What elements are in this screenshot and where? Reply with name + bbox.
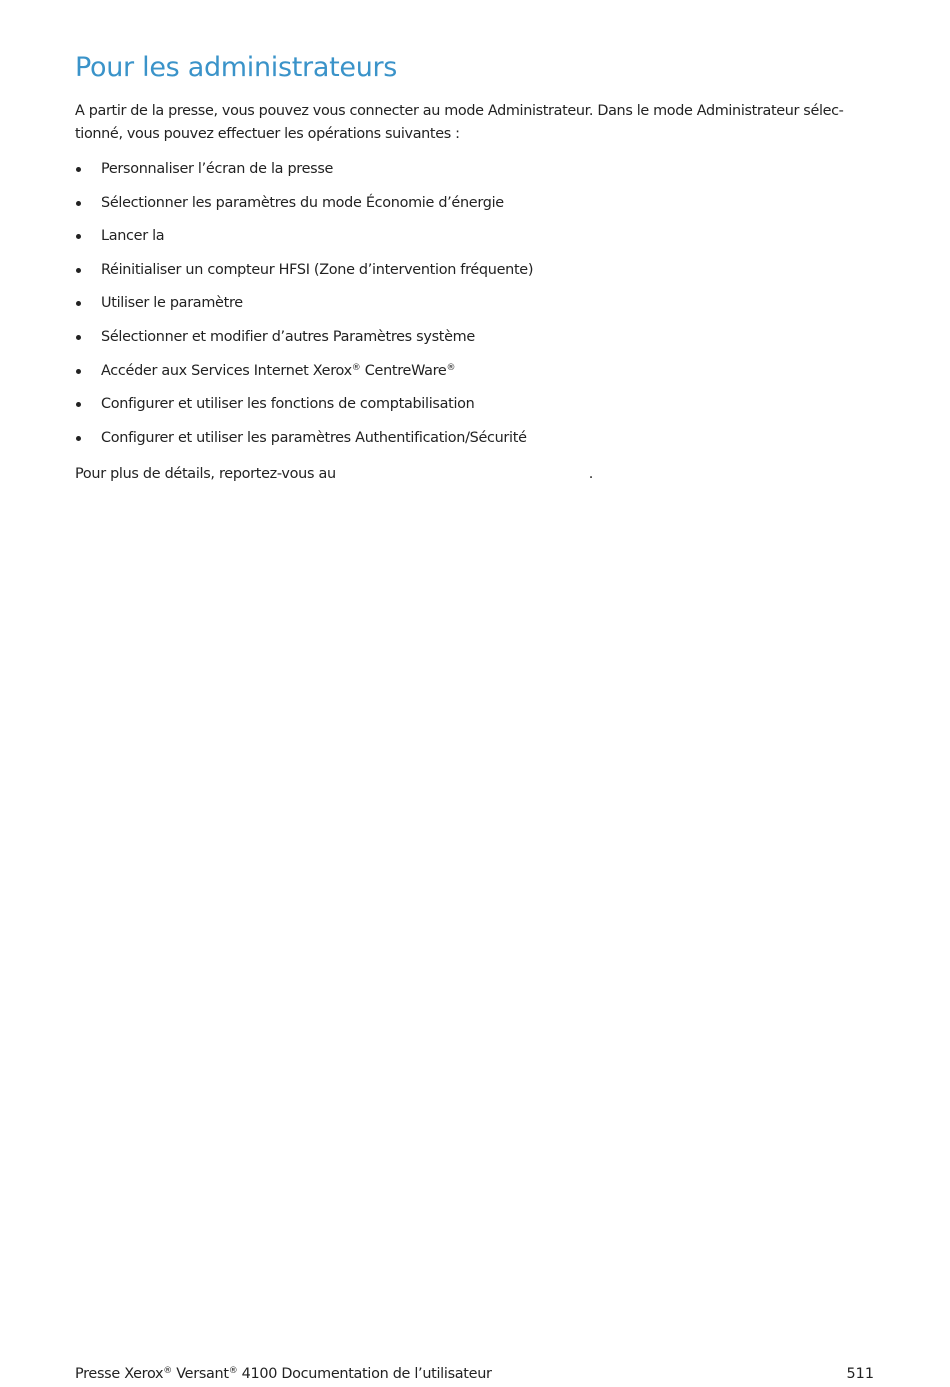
- page-title: Pour les administrateurs: [75, 52, 398, 83]
- registered-mark: ®: [228, 1366, 238, 1376]
- list-item-centreware: [75, 359, 533, 393]
- list-item-text: Configurer et utiliser les fonctions de comptabilisation: [101, 396, 475, 413]
- details-prefix: Pour plus de détails, reportez-vous au: [75, 466, 336, 482]
- list-item-use-parameter: [75, 291, 533, 325]
- bullet-icon: [76, 436, 81, 441]
- registered-mark: ®: [351, 362, 361, 373]
- intro-line-2: tionné, vous pouvez effectuer les opérations suivantes :: [75, 126, 460, 142]
- list-item-launch: [75, 224, 533, 258]
- bullet-icon: [76, 402, 81, 407]
- bullet-icon: [76, 335, 81, 340]
- list-item-energy-saver: [75, 191, 533, 225]
- intro-line-1: A partir de la presse, vous pouvez vous connecter au mode Administrateur. Dans le mode Administrateur sélec-: [75, 103, 844, 119]
- bullet-icon: [76, 167, 81, 172]
- bullet-icon: [76, 301, 81, 306]
- list-item-text: Réinitialiser un compteur HFSI (Zone d’intervention fréquente): [101, 261, 534, 278]
- list-item-text: Personnaliser l’écran de la presse: [101, 161, 334, 177]
- list-item-text-continued: CentreWare: [360, 362, 447, 379]
- bullet-icon: [76, 369, 81, 374]
- footer-title-part: Presse Xerox: [75, 1366, 164, 1382]
- footer-title-part: 4100 Documentation de l’utilisateur: [237, 1366, 492, 1382]
- bullet-icon: [76, 268, 81, 273]
- list-item-customize-screen: [75, 157, 533, 191]
- list-item-accounting: [75, 392, 533, 426]
- page-number: 511: [846, 1366, 874, 1382]
- bullet-icon: [76, 201, 81, 206]
- list-item-text: Lancer la: [101, 228, 165, 245]
- list-item-reset-hfsi: [75, 258, 533, 292]
- list-item-text: Sélectionner et modifier d’autres Paramètres système: [101, 328, 475, 345]
- details-suffix: .: [588, 466, 594, 482]
- bullet-icon: [76, 234, 81, 239]
- list-item-text: Utiliser le paramètre: [101, 295, 243, 312]
- admin-operations-list: [75, 157, 533, 459]
- intro-paragraph: [75, 100, 870, 146]
- footer-title-part: Versant: [171, 1366, 229, 1382]
- list-item-text: Sélectionner les paramètres du mode Économie d’énergie: [101, 194, 504, 211]
- details-paragraph: [75, 462, 593, 486]
- list-item-authentication-security: [75, 426, 533, 460]
- footer-document-title: [75, 1363, 492, 1385]
- list-item-text: Configurer et utiliser les paramètres Authentification/Sécurité: [101, 429, 527, 446]
- list-item-text: Accéder aux Services Internet Xerox: [101, 362, 352, 379]
- registered-mark: ®: [446, 362, 456, 373]
- list-item-system-settings: [75, 325, 533, 359]
- registered-mark: ®: [163, 1366, 172, 1376]
